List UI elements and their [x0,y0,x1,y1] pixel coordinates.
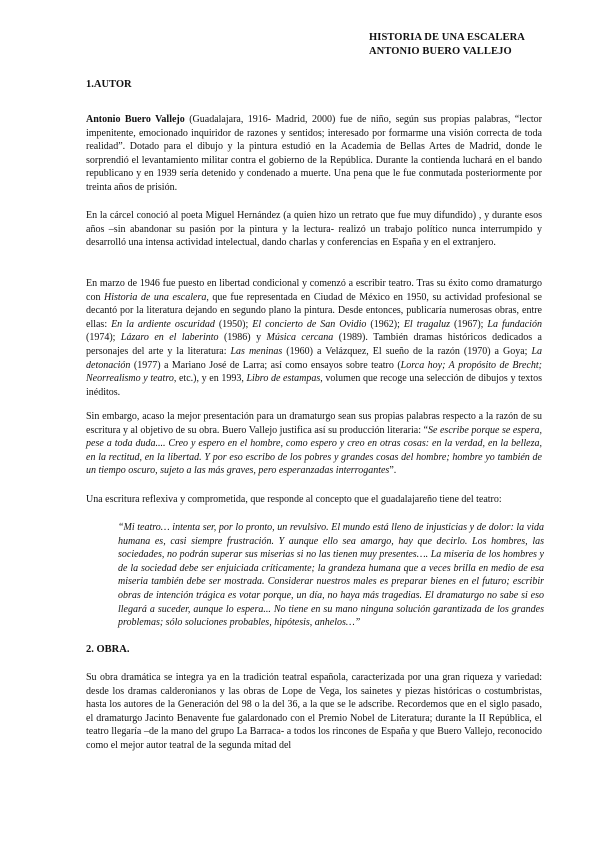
paragraph-text: Una escritura reflexiva y comprometida, que responde al concepto que el guadalajareño tiene del teatro: [86,494,502,505]
text-run: ”. [389,465,397,477]
paragraph-text: En la cárcel conoció al poeta Miguel Hernández (a quien hizo un retrato que fue muy difundido) , y durante esos años –sin abandonar su pasión por la pintura y la lectura- realizó un trabajo político nunca interrumpido y desarrolló una intensa actividad intelectual, dando charlas y conferencias en España y en el extranjero. [86,210,542,249]
text-run: En marzo de 1946 fue puesto en libertad condicional y comenzó a escribir teatro. Tras su éxito como dramaturgo con [86,278,542,303]
work-title: Lázaro en el laberinto [120,332,219,344]
text-run: , volumen que recoge una selección de dibujos y textos inéditos. [86,373,542,398]
text-run: (1962); [366,318,404,330]
work-title: El concierto de San Ovidio [252,318,367,330]
work-title: Libro de estampas [246,373,321,385]
paragraph-biography [86,113,542,195]
paragraph-text: Su obra dramática se integra ya en la tradición teatral española, caracterizada por una gran riqueza y variedad: desde los dramas calderonianos y las obras de Lope de Vega, los sainetes y piezas históricas o costumbristas, hasta los autores de la Generación del 98 o la del 36, a la que se le adscribe. Recordemos que en el siglo pasado, el dramaturgo Jacinto Benavente fue galardonado con el Premio Nobel de Literatura; durante la II República, el teatro llegaría –de la mano del grupo La Barraca- a todos los rincones de España y que Buero Vallejo, reconocido como el mejor autor teatral de la segunda mitad del [86,672,542,751]
paragraph-work [86,671,542,753]
header-author: ANTONIO BUERO VALLEJO [369,46,512,57]
text-run: (1986) y [218,332,267,344]
work-title: Historia de una escalera [104,291,207,303]
paragraph-career [86,277,542,399]
work-title: Las meninas [230,345,283,357]
text-run: (1974); [86,332,121,344]
work-title: Lorca hoy; A propósito de Brecht; Neorrealismo y teatro [86,359,542,385]
work-title: Música cercana [266,332,334,344]
text-run: Sin embargo, acaso la mejor presentación para un dramaturgo sean sus propias palabras respecto a la razón de su escritura y al objetivo de su obra. Buero Vallejo justifica así su producción literaria: “ [86,411,542,436]
paragraph-presentation [86,410,542,478]
text-run: (1950); [214,318,253,330]
text-run: (1960) a Velázquez, El sueño de la razón (1970) a Goya; [282,345,532,357]
work-title: La detonación [86,345,542,371]
section-title-autor: 1.AUTOR [86,79,132,90]
work-title: El tragaluz [403,318,451,330]
section-title-obra: 2. OBRA. [86,644,130,655]
text-run: (1977) a Mariano José de Larra; así como ensayos sobre teatro ( [130,359,401,371]
author-name: Antonio Buero Vallejo [86,114,185,125]
work-title: En la ardiente oscuridad [111,318,215,330]
paragraph-prison [86,209,542,250]
text-run: (1989). También dramas históricos dedicados a personajes del arte y la literatura: [86,332,542,357]
text-run: (1967); [450,318,488,330]
author-quote-inline: Se escribe porque se espera, pese a toda duda.... Creo y espero en el hombre, como espero y creo en otras cosas: en la verdad, en la belleza, en la rectitud, en la libertad. Y por eso escribo de los pobres y grandes cosas del hombre; hombre yo también de un tiempo oscuro, sujeto a las más graves, pero esperanzadas interrogantes [86,424,542,477]
quote-text: “Mi teatro… intenta ser, por lo pronto, un revulsivo. El mundo está lleno de injusticias y de dolor: la vida humana es, casi siempre frustración. Y aunque ello sea amargo, hay que decirlo. Los hombres, las sociedades, no podrán superar sus miserias si no las tienen muy presentes…. La miseria de los hombres y de la sociedad debe ser enjuiciada críticamente; la grandeza humana que a veces brilla en medio de esa miseria también debe ser mostrada. Considerar nuestros males es preparar bienes en el futuro; escribir obras de intención trágica es votar porque, un día, no haya más tragedias. El dramaturgo no sabe si eso llegará a suceder, aunque lo espera... No tiene en su mano ninguna solución garantizada de los grandes problemas; sólo soluciones probables, hipótesis, anhelos…” [118,522,544,629]
block-quote [118,521,544,630]
text-run: , que fue representada en Ciudad de México en 1950, su actividad profesional se decantó por la literatura dejando en segundo plano la pintura. Desde entonces, publicaría numerosas obras, entre ellas: [86,291,542,330]
work-title: La fundación [487,318,542,330]
paragraph-text: (Guadalajara, 1916- Madrid, 2000) fue de niño, según sus propias palabras, “lector impenitente, emocionado inquiridor de razones y sentidos; interesado por formarme una visión correcta de toda realidad”. Dotado para el dibujo y la pintura estudió en la Academia de Bellas Artes de Madrid, donde le sorprendió el levantamiento militar contra el gobierno de la República. Durante la contienda luchará en el bando republicano y en 1939 sería detenido y condenado a muerte. Una pena que le fue conmutada posteriormente por treinta años de prisión. [86,114,542,193]
text-run: , etc.), y en 1993, [173,373,247,385]
paragraph-concept [86,493,542,507]
document-header [369,31,525,59]
header-title: HISTORIA DE UNA ESCALERA [369,32,525,43]
